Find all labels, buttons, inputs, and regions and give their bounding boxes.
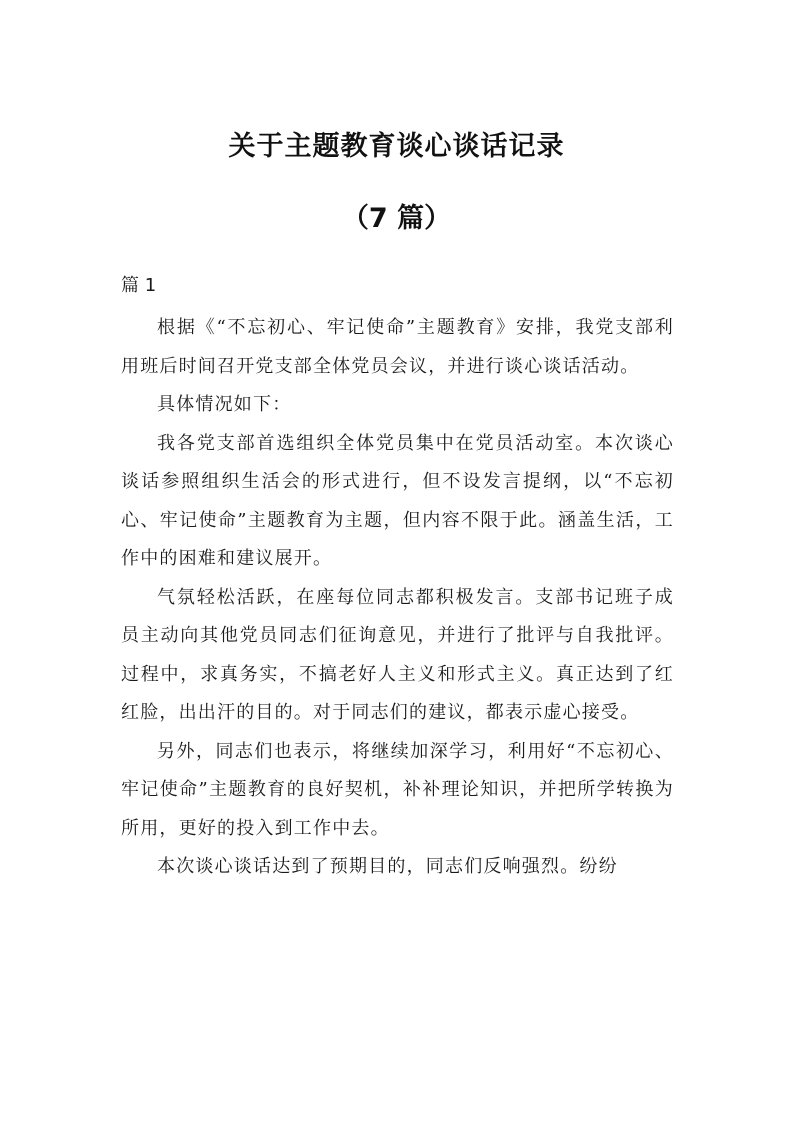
paragraph: 另外，同志们也表示，将继续加深学习，利用好“不忘初心、牢记使命”主题教育的良好契机，补补理论知识，并把所学转换为所用，更好的投入到工作中去。 xyxy=(121,740,674,839)
section-label: 篇 1 xyxy=(121,275,157,296)
document-title: 关于主题教育谈心谈话记录 xyxy=(228,131,565,162)
paragraph: 气氛轻松活跃，在座每位同志都积极发言。支部书记班子成员主动向其他党员同志们征询意见，并进行了批评与自我批评。过程中，求真务实，不搞老好人主义和形式主义。真正达到了红红脸，出出汗的目的。对于同志们的建议，都表示虚心接受。 xyxy=(121,586,674,723)
paragraph: 本次谈心谈话达到了预期目的，同志们反响强烈。纷纷 xyxy=(157,856,618,877)
paragraph: 根据《“不忘初心、牢记使命”主题教育》安排，我党支部利用班后时间召开党支部全体党员会议，并进行谈心谈话活动。 xyxy=(121,317,674,377)
paragraph: 具体情况如下： xyxy=(157,394,292,415)
document-body xyxy=(121,309,674,887)
document-subtitle: （7 篇） xyxy=(341,203,452,234)
paragraph: 我各党支部首选组织全体党员集中在党员活动室。本次谈心谈话参照组织生活会的形式进行，但不设发言提纲，以“不忘初心、牢记使命”主题教育为主题，但内容不限于此。涵盖生活，工作中的困难和建议展开。 xyxy=(121,432,674,569)
